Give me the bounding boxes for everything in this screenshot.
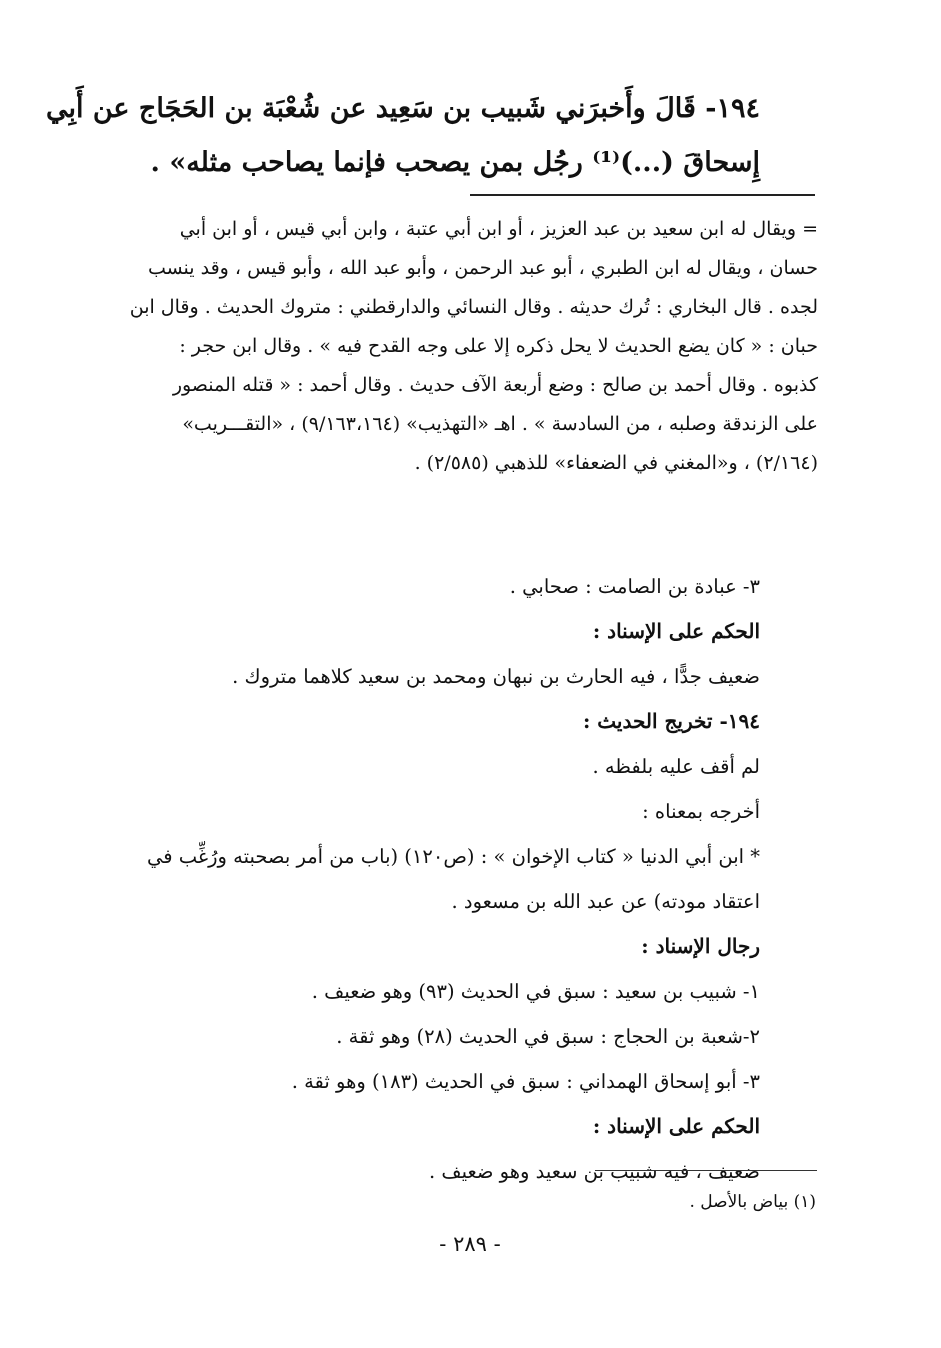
footnote: (١) بياض بالأصل . xyxy=(689,1192,816,1212)
page-number: - ٢٨٩ - xyxy=(439,1232,501,1256)
narrator-line: ١- شبيب بن سعيد : سبق في الحديث (٩٣) وهو ضعيف . xyxy=(311,980,760,1003)
takhrij-line: لم أقف عليه بلفظه . xyxy=(592,755,760,778)
narrator-note xyxy=(118,210,818,483)
note-line: كذبوه . وقال أحمد بن صالح : وضع أربعة الآف حديث . وقال أحمد : « قتله المنصور xyxy=(172,374,818,396)
source-line: اعتقاد مودته) عن عبد الله بن مسعود . xyxy=(451,890,760,913)
isnad-ruling-text: ضعيف جدًّا ، فيه الحارث بن نبهان ومحمد بن سعيد كلاهما متروك . xyxy=(232,665,760,688)
note-line: على الزندقة وصلبه ، من السادسة » . اهـ «التهذيب» (٩/١٦٣،١٦٤) ، «التقـــريب» xyxy=(182,413,818,435)
narrator-line: ٢-شعبة بن الحجاج : سبق في الحديث (٢٨) وهو ثقة . xyxy=(336,1025,760,1048)
takhrij-line: أخرجه بمعناه : xyxy=(642,800,760,823)
hadith-heading xyxy=(45,82,760,190)
separator-rule xyxy=(470,194,815,196)
narrator-line: ٣- أبو إسحاق الهمداني : سبق في الحديث (١٨٣) وهو ثقة . xyxy=(291,1070,760,1093)
note-line: = ويقال له ابن سعيد بن عبد العزيز ، أو ابن أبي عتبة ، وابن أبي قيس ، أو ابن أبي xyxy=(179,218,818,240)
note-line: (٢/١٦٤) ، و«المغني في الضعفاء» للذهبي (٢/٥٨٥) . xyxy=(414,452,818,474)
isnad-men-heading: رجال الإسناد : xyxy=(641,934,760,958)
note-line: حبان : « كان يضع الحديث لا يحل ذكره إلا على وجه القدح فيه » . وقال ابن حجر : xyxy=(179,335,818,357)
takhrij-heading: ١٩٤- تخريج الحديث : xyxy=(582,709,760,733)
note-line: حسان ، ويقال له ابن الطبري ، أبو عبد الرحمن ، وأبو عبد الله ، وأبو قيس ، وقد ينسب xyxy=(147,257,818,279)
isnad-ruling-text: ضعيف ، فيه شبيب بن سعيد وهو ضعيف . xyxy=(429,1160,760,1183)
source-line: * ابن أبي الدنيا « كتاب الإخوان » : (ص١٢٠) (باب من أمر بصحبته ورُغِّب في xyxy=(146,845,760,868)
note-line: لجده . قال البخاري : تُرك حديثه . وقال النسائي والدارقطني : متروك الحديث . وقال ابن xyxy=(129,296,818,318)
isnad-ruling-heading: الحكم على الإسناد : xyxy=(592,619,760,643)
main-text xyxy=(118,564,760,1194)
narrator-3-line: ٣- عبادة بن الصامت : صحابي . xyxy=(509,575,760,598)
hadith-heading-line-1: ١٩٤- قَالَ وأَخبرَني شَبيب بن سَعِيد عن شُعْبَة بن الحَجَاج عن أَبِي xyxy=(45,93,760,124)
hadith-heading-line-2: إِسحاقَ (...)⁽¹⁾ رجُل بمن يصحب فإنما يصاحب مثله» . xyxy=(150,147,760,178)
isnad-ruling-heading: الحكم على الإسناد : xyxy=(592,1114,760,1138)
footnote-rule xyxy=(595,1170,817,1171)
